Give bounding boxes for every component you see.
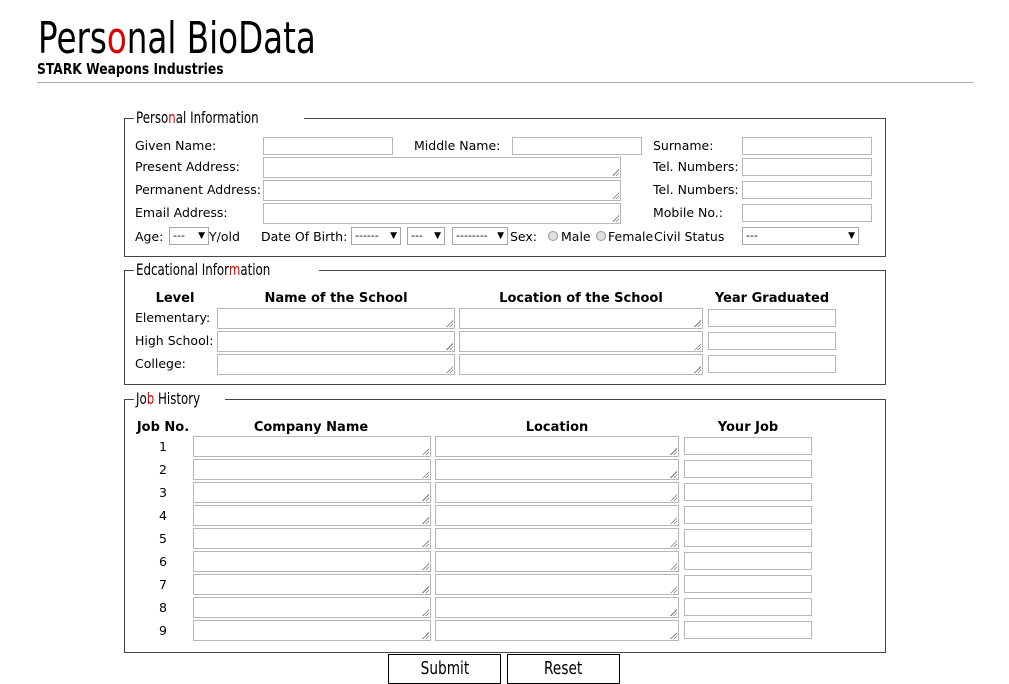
dob-day-select[interactable]: --- ▼ <box>407 227 445 245</box>
company-name-input[interactable] <box>193 459 431 480</box>
your-job-input[interactable] <box>684 575 812 593</box>
present-address-label: Present Address: <box>135 159 240 174</box>
company-name-input[interactable] <box>193 505 431 526</box>
job-location-input[interactable] <box>435 459 679 480</box>
job-location-input[interactable] <box>435 482 679 503</box>
civil-status-select[interactable]: --- ▼ <box>742 227 859 245</box>
job-number: 6 <box>159 554 167 569</box>
personal-information-section <box>124 108 886 257</box>
your-job-input[interactable] <box>684 598 812 616</box>
company-name-input[interactable] <box>193 597 431 618</box>
company-name-input[interactable] <box>193 528 431 549</box>
company-name-input[interactable] <box>193 436 431 457</box>
job-location-input[interactable] <box>435 436 679 457</box>
dob-year-select[interactable]: -------- ▼ <box>452 227 508 245</box>
given-name-label: Given Name: <box>135 138 217 153</box>
female-radio[interactable] <box>596 231 606 241</box>
sex-label: Sex: <box>510 229 538 244</box>
college-location-input[interactable] <box>459 354 703 375</box>
title-part: nal BioData <box>126 13 316 64</box>
personal-information-legend: Personal Information <box>134 108 304 128</box>
elementary-year-input[interactable] <box>708 309 836 327</box>
your-job-input[interactable] <box>684 483 812 501</box>
college-school-input[interactable] <box>217 354 455 375</box>
reset-button[interactable]: Reset <box>507 654 620 684</box>
given-name-input[interactable] <box>263 137 393 155</box>
company-name-input[interactable] <box>193 482 431 503</box>
permanent-address-input[interactable] <box>263 180 621 201</box>
chevron-down-icon: ▼ <box>848 231 855 241</box>
company-name-header: Company Name <box>253 420 369 435</box>
your-job-input[interactable] <box>684 460 812 478</box>
email-address-input[interactable] <box>263 203 621 224</box>
your-job-input[interactable] <box>684 552 812 570</box>
job-number: 4 <box>159 508 167 523</box>
elementary-label: Elementary: <box>135 310 211 325</box>
level-header: Level <box>155 291 195 306</box>
high-school-school-input[interactable] <box>217 331 455 352</box>
college-label: College: <box>135 356 186 371</box>
tel-numbers-input[interactable] <box>742 158 872 176</box>
mobile-no-input[interactable] <box>742 204 872 222</box>
your-job-header: Your Job <box>717 420 779 435</box>
year-graduated-header: Year Graduated <box>714 291 830 306</box>
job-number: 3 <box>159 485 167 500</box>
job-history-legend: Job History <box>134 389 225 409</box>
job-location-input[interactable] <box>435 597 679 618</box>
high-school-year-input[interactable] <box>708 332 836 350</box>
middle-name-label: Middle Name: <box>414 138 501 153</box>
tel-numbers-label-2: Tel. Numbers: <box>653 182 739 197</box>
company-name-input[interactable] <box>193 574 431 595</box>
tel-numbers-input-2[interactable] <box>742 181 872 199</box>
educational-information-section <box>124 260 886 385</box>
age-label: Age: <box>135 229 164 244</box>
school-name-header: Name of the School <box>264 291 408 306</box>
your-job-input[interactable] <box>684 621 812 639</box>
mobile-no-label: Mobile No.: <box>653 205 723 220</box>
job-no-header: Job No. <box>136 420 190 435</box>
job-number: 7 <box>159 577 167 592</box>
your-job-input[interactable] <box>684 437 812 455</box>
years-old-label: Y/old <box>209 229 240 244</box>
email-address-label: Email Address: <box>135 205 228 220</box>
page-title <box>38 14 413 64</box>
permanent-address-label: Permanent Address: <box>135 182 261 197</box>
high-school-location-input[interactable] <box>459 331 703 352</box>
educational-information-legend: Edcational Information <box>134 260 319 280</box>
company-name-input[interactable] <box>193 620 431 641</box>
job-location-input[interactable] <box>435 551 679 572</box>
header-divider <box>37 82 973 83</box>
male-label: Male <box>561 229 591 244</box>
chevron-down-icon: ▼ <box>497 231 504 241</box>
your-job-input[interactable] <box>684 529 812 547</box>
job-number: 1 <box>159 439 167 454</box>
title-part: Pers <box>38 13 107 64</box>
dob-month-select[interactable]: ------ ▼ <box>351 227 401 245</box>
surname-input[interactable] <box>742 137 872 155</box>
chevron-down-icon: ▼ <box>390 231 397 241</box>
surname-label: Surname: <box>653 138 714 153</box>
job-number: 2 <box>159 462 167 477</box>
job-number: 5 <box>159 531 167 546</box>
job-number: 8 <box>159 600 167 615</box>
middle-name-input[interactable] <box>512 137 642 155</box>
your-job-input[interactable] <box>684 506 812 524</box>
job-location-input[interactable] <box>435 574 679 595</box>
job-location-input[interactable] <box>435 505 679 526</box>
company-name-input[interactable] <box>193 551 431 572</box>
location-header: Location <box>525 420 589 435</box>
high-school-label: High School: <box>135 333 214 348</box>
tel-numbers-label: Tel. Numbers: <box>653 159 739 174</box>
submit-button[interactable]: Submit <box>388 654 501 684</box>
chevron-down-icon: ▼ <box>434 231 441 241</box>
female-label: Female <box>608 229 654 244</box>
present-address-input[interactable] <box>263 157 621 178</box>
company-subtitle: STARK Weapons Industries <box>37 60 224 78</box>
date-of-birth-label: Date Of Birth: <box>261 229 348 244</box>
male-radio[interactable] <box>548 231 558 241</box>
elementary-location-input[interactable] <box>459 308 703 329</box>
job-location-input[interactable] <box>435 528 679 549</box>
title-accent: o <box>106 13 127 64</box>
college-year-input[interactable] <box>708 355 836 373</box>
job-number: 9 <box>159 623 167 638</box>
civil-status-label: Civil Status <box>654 229 725 244</box>
school-location-header: Location of the School <box>499 291 663 306</box>
job-location-input[interactable] <box>435 620 679 641</box>
job-history-section <box>124 389 886 653</box>
chevron-down-icon: ▼ <box>198 231 205 241</box>
age-select[interactable]: --- ▼ <box>169 227 209 245</box>
elementary-school-input[interactable] <box>217 308 455 329</box>
